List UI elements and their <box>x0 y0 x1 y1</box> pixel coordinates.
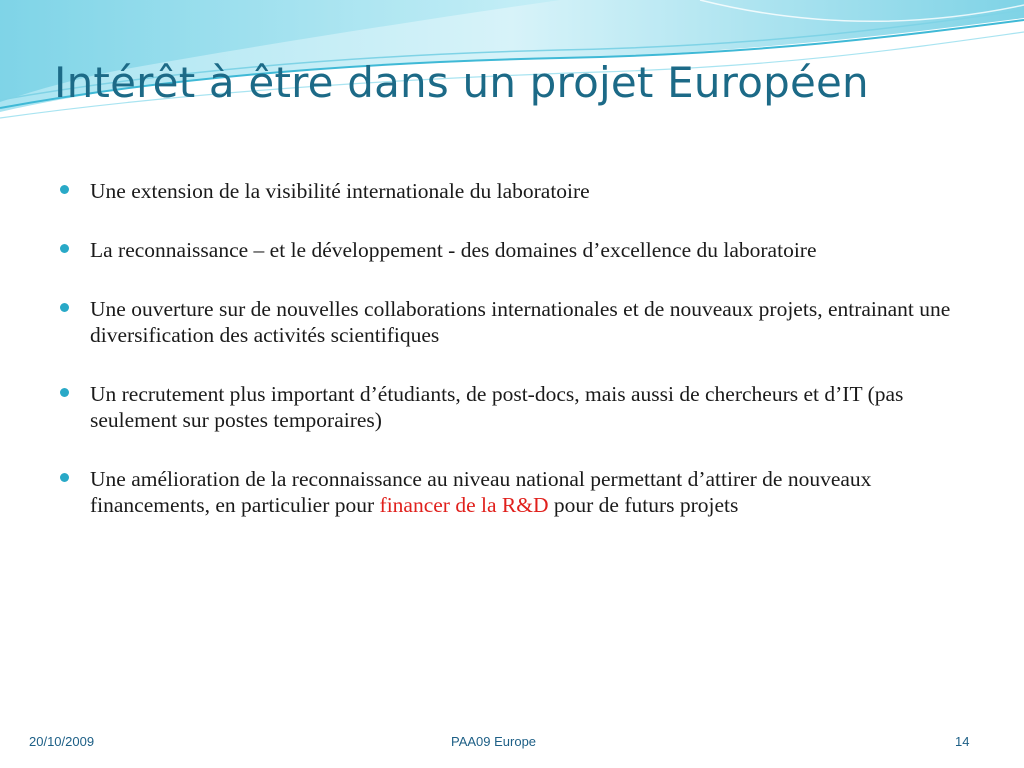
bullet-text: Une extension de la visibilité internationale du laboratoire <box>90 179 590 203</box>
bullet-list <box>60 178 960 518</box>
footer-date: 20/10/2009 <box>29 734 95 749</box>
bullet-item <box>60 178 960 204</box>
bullet-item <box>60 296 960 348</box>
bullet-item <box>60 381 960 433</box>
page-number: 14 <box>955 734 970 749</box>
bullet-dot-icon <box>60 244 69 253</box>
bullet-text: Un recrutement plus important d’étudiants, de post-docs, mais aussi de chercheurs et d’IT (pas seulement sur postes temporaires) <box>90 382 904 432</box>
bullet-text: Une ouverture sur de nouvelles collaborations internationales et de nouveaux projets, entrainant une diversification des activités scientifiques <box>90 297 951 347</box>
bullet-dot-icon <box>60 388 69 397</box>
bullet-item <box>60 466 960 518</box>
bullet-text-before: Une amélioration de la reconnaissance au niveau national permettant d’attirer de nouveaux financements, en particulier pour <box>90 467 872 517</box>
footer-center-text: PAA09 Europe <box>451 734 537 749</box>
slide-footer <box>0 734 1024 754</box>
bullet-text-after: pour de futurs projets <box>548 493 739 517</box>
bullet-text: La reconnaissance – et le développement - des domaines d’excellence du laboratoire <box>90 238 817 262</box>
bullet-item <box>60 237 960 263</box>
slide-content <box>60 178 960 551</box>
bullet-dot-icon <box>60 473 69 482</box>
highlighted-text: financer de la R&D <box>379 493 549 517</box>
slide-title: Intérêt à être dans un projet Européen <box>54 58 869 107</box>
bullet-dot-icon <box>60 185 69 194</box>
bullet-dot-icon <box>60 303 69 312</box>
